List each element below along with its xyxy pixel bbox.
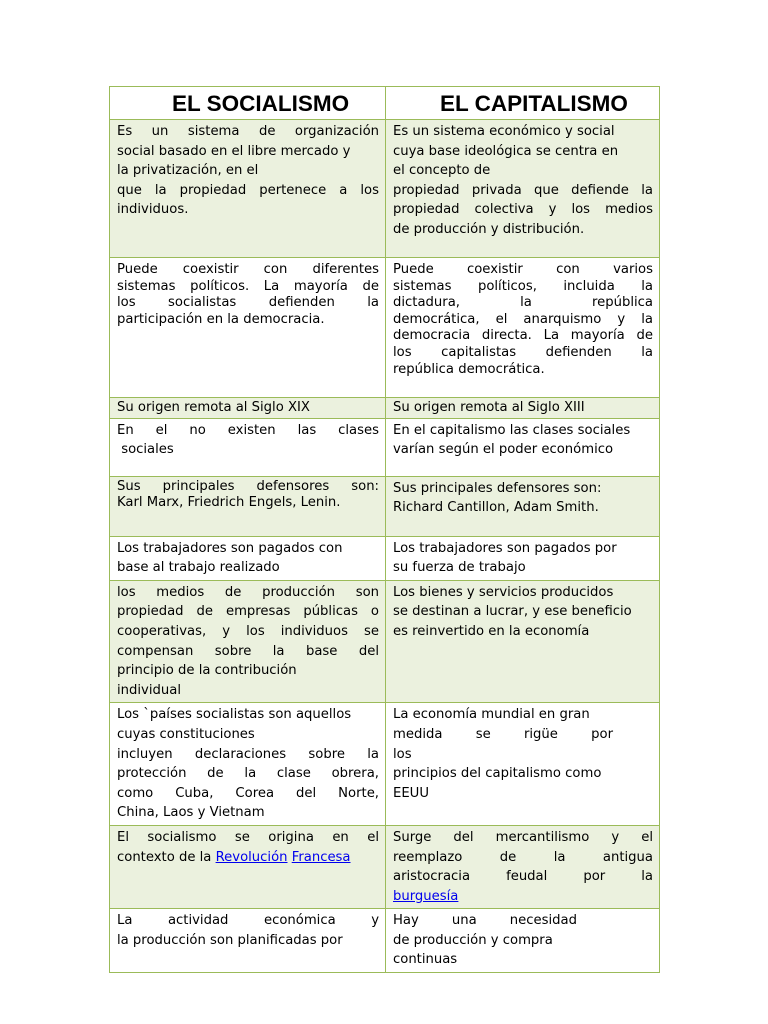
cell-line: Puede coexistir con diferentes <box>117 262 379 277</box>
cell-line: China, Laos y Vietnam <box>117 805 265 821</box>
cell-line: Puede coexistir con varios <box>393 262 653 277</box>
cell-line: base al trabajo realizado <box>117 560 280 576</box>
cell-line: social basado en el libre mercado y <box>117 143 351 159</box>
cell-line: La actividad económica y <box>117 913 379 929</box>
cell-capitalismo <box>386 909 660 973</box>
header-capitalismo: EL CAPITALISMO <box>386 87 660 120</box>
cell-line: aristocracia feudal por la <box>393 869 653 885</box>
cell-line: Es un sistema económico y social <box>393 124 615 139</box>
cell-socialismo <box>110 909 386 973</box>
cell-line: Los bienes y servicios producidos <box>393 584 614 600</box>
cell-capitalismo <box>386 120 660 258</box>
cell-capitalismo <box>386 418 660 476</box>
cell-socialismo <box>110 536 386 580</box>
cell-line: incluyen declaraciones sobre la <box>117 746 379 762</box>
cell-socialismo <box>110 703 386 826</box>
cell-line: propiedad privada que defiende la <box>393 182 653 198</box>
cell-line: individual <box>117 682 181 698</box>
cell-socialismo <box>110 418 386 476</box>
table-row <box>110 703 660 826</box>
cell-socialismo <box>110 398 386 419</box>
cell-line: Hay una necesidad <box>393 913 577 929</box>
link-revolucion[interactable]: Revolución <box>215 849 288 865</box>
cell-line: república democrática. <box>393 361 545 377</box>
cell-line: participación en la democracia. <box>117 311 325 327</box>
cell-line: los medios de producción son <box>117 584 379 600</box>
cell-capitalismo <box>386 703 660 826</box>
cell-socialismo <box>110 258 386 398</box>
cell-line: su fuerza de trabajo <box>393 560 526 576</box>
cell-line: Sus principales defensores son: <box>393 480 602 496</box>
cell-line: reemplazo de la antigua <box>393 849 653 865</box>
cell-line: dictadura, la república <box>393 295 653 311</box>
cell-line: Karl Marx, Friedrich Engels, Lenin. <box>117 495 341 511</box>
table-row <box>110 476 660 536</box>
cell-capitalismo <box>386 580 660 703</box>
cell-line: democrática, el anarquismo y la <box>393 311 653 327</box>
cell-capitalismo <box>386 825 660 908</box>
cell-line: principios del capitalismo como <box>393 766 602 782</box>
cell-line: es reinvertido en la economía <box>393 623 590 639</box>
cell-line: medida se rigüe por <box>393 726 613 742</box>
table-row <box>110 536 660 580</box>
cell-line <box>393 887 653 907</box>
cell-text: contexto de la <box>117 849 216 865</box>
cell-socialismo <box>110 476 386 536</box>
cell-capitalismo <box>386 536 660 580</box>
table-row <box>110 909 660 973</box>
cell-line: Richard Cantillon, Adam Smith. <box>393 500 599 516</box>
cell-line: Es un sistema de organización <box>117 124 379 139</box>
cell-line: sistemas políticos, incluida la <box>393 278 653 294</box>
cell-line: La economía mundial en gran <box>393 707 590 723</box>
cell-line: Surge del mercantilismo y el <box>393 829 653 845</box>
cell-line: individuos. <box>117 202 189 218</box>
cell-line: la producción son planificadas por <box>117 932 343 948</box>
cell-socialismo <box>110 825 386 908</box>
cell-line: Los trabajadores son pagados por <box>393 540 617 556</box>
link-burguesia[interactable]: burguesía <box>393 888 459 904</box>
cell-line: continuas <box>393 952 458 968</box>
cell-line: propiedad colectiva y los medios <box>393 202 653 218</box>
header-socialismo: EL SOCIALISMO <box>110 87 386 120</box>
cell-line: Los trabajadores son pagados con <box>117 540 343 556</box>
cell-line: como Cuba, Corea del Norte, <box>117 785 379 801</box>
cell-line: sociales <box>117 442 174 458</box>
table-row <box>110 398 660 419</box>
link-francesa[interactable]: Francesa <box>291 849 351 865</box>
cell-capitalismo <box>386 398 660 419</box>
cell-line: de producción y distribución. <box>393 221 585 237</box>
table-row <box>110 120 660 258</box>
table-row <box>110 580 660 703</box>
cell-line: de producción y compra <box>393 932 553 948</box>
cell-line: que la propiedad pertenece a los <box>117 182 379 198</box>
cell-line: se destinan a lucrar, y ese beneficio <box>393 604 632 620</box>
cell-line: Su origen remota al Siglo XIX <box>117 400 310 415</box>
cell-line: cooperativas, y los individuos se <box>117 623 379 639</box>
cell-line: protección de la clase obrera, <box>117 766 379 782</box>
comparison-table <box>109 86 660 973</box>
cell-line: cuyas constituciones <box>117 726 255 742</box>
cell-line: los socialistas defienden la <box>117 295 379 311</box>
cell-line: principio de la contribución <box>117 663 297 679</box>
cell-line: En el no existen las clases <box>117 422 379 438</box>
cell-line: el concepto de <box>393 163 491 179</box>
cell-line: varían según el poder económico <box>393 442 614 458</box>
cell-socialismo <box>110 580 386 703</box>
cell-line: la privatización, en el <box>117 163 259 179</box>
cell-socialismo <box>110 120 386 258</box>
table-row <box>110 258 660 398</box>
cell-capitalismo <box>386 258 660 398</box>
cell-line: propiedad de empresas públicas o <box>117 604 379 620</box>
table-row <box>110 825 660 908</box>
header-row <box>110 87 660 120</box>
cell-line: los <box>393 746 412 762</box>
cell-line: EEUU <box>393 785 429 801</box>
cell-line: Los `países socialistas son aquellos <box>117 707 352 723</box>
cell-line: compensan sobre la base del <box>117 643 379 659</box>
cell-line: los capitalistas defienden la <box>393 344 653 360</box>
cell-line: sistemas políticos. La mayoría de <box>117 278 379 294</box>
cell-line: democracia directa. La mayoría de <box>393 328 653 344</box>
cell-capitalismo <box>386 476 660 536</box>
cell-line <box>117 848 379 868</box>
cell-line: En el capitalismo las clases sociales <box>393 422 631 438</box>
cell-line: cuya base ideológica se centra en <box>393 143 619 159</box>
table-row <box>110 418 660 476</box>
cell-line: El socialismo se origina en el <box>117 829 379 845</box>
cell-line: Sus principales defensores son: <box>117 478 379 494</box>
cell-line: Su origen remota al Siglo XIII <box>393 400 585 415</box>
